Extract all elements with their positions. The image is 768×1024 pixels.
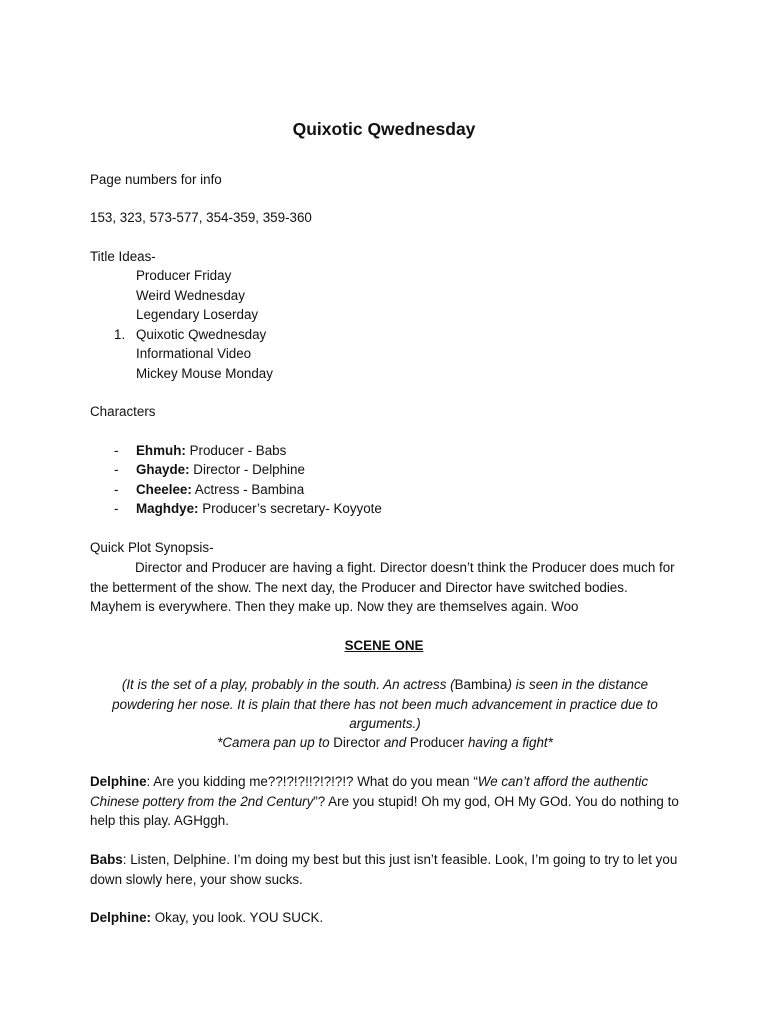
dialogue-text: Are you kidding me??!?!?!!?!?!?!? What do you mean “ [153,774,478,789]
camera-direction-part: having a fight* [464,735,553,750]
camera-direction-part: *Camera pan up to [217,735,334,750]
title-idea-item [136,267,231,285]
character-desc: Actress - Bambina [191,482,305,497]
title-idea-item [136,326,266,344]
scene-heading: SCENE ONE [344,638,424,653]
stage-direction-part: ) is seen in the distance powdering her nose. It is plain that there has not been much advancement in practice due to arguments.) [112,677,658,731]
dialogue-text: Listen, Delphine. I’m doing my best but this just isn’t feasible. Look, I’m going to try to let you down slowly here, your show sucks. [90,852,678,887]
document-title: Quixotic Qwednesday [292,119,476,139]
character-item [136,442,286,460]
bullet-dash: - [114,462,119,477]
dialogue-text: ”? Are you stupid! Oh my god, OH My GOd. You do nothing to help this play. AGHggh. [90,793,679,828]
title-idea-item [136,365,273,383]
title-idea-number: 1. [114,327,126,342]
character-name: Maghdye: [136,501,199,516]
character-item [136,461,305,479]
characters-label: Characters [90,404,156,419]
synopsis-label: Quick Plot Synopsis- [90,540,214,555]
title-ideas-label: Title Ideas- [90,249,156,264]
bullet-dash: - [114,443,119,458]
dialogue-line [90,850,680,889]
character-desc: Director - Delphine [189,462,305,477]
stage-direction-character: Bambina [454,677,508,692]
stage-direction [90,675,680,734]
title-idea-text: Informational Video [136,346,252,361]
character-item [136,500,382,518]
title-idea-text: Mickey Mouse Monday [136,366,273,381]
character-name: Cheelee: [136,482,192,497]
dialogue-speaker: Delphine: [90,910,152,925]
character-item [136,481,304,499]
dialogue-separator: : [146,774,154,789]
page-numbers-label: Page numbers for info [90,172,222,187]
camera-direction-character: Producer [409,735,465,750]
title-idea-text: Weird Wednesday [136,288,245,303]
title-idea-text: Legendary Loserday [136,307,259,322]
dialogue-italic: We can’t afford the authentic Chinese pottery from the 2nd Century [90,774,649,809]
dialogue-speaker: Babs [90,852,123,867]
camera-direction-character: Director [333,735,381,750]
title-idea-item [136,345,251,363]
synopsis-text: Director and Producer are having a fight. Director doesn’t think the Producer does much for the betterment of the show. The next day, the Producer and Director have switched bodies. Mayhem is everywhere. Then they make up. Now they are themselves again. Woo [90,560,675,614]
camera-direction [90,734,680,752]
dialogue-line [90,772,680,831]
dialogue-speaker: Delphine [90,774,147,789]
dialogue-separator: : [122,852,131,867]
title-idea-item [136,306,258,324]
camera-direction-part: and [380,735,410,750]
title-idea-text: Quixotic Qwednesday [136,327,267,342]
character-desc: Producer - Babs [185,443,287,458]
bullet-dash: - [114,482,119,497]
dialogue-line [90,908,680,928]
page-numbers-values: 153, 323, 573-577, 354-359, 359-360 [90,210,312,225]
stage-direction-part: (It is the set of a play, probably in the south. An actress ( [121,677,455,692]
character-desc: Producer’s secretary- Koyyote [198,501,382,516]
dialogue-text: Okay, you look. YOU SUCK. [154,910,324,925]
character-name: Ehmuh: [136,443,186,458]
bullet-dash: - [114,501,119,516]
title-idea-text: Producer Friday [136,268,232,283]
title-idea-item [136,287,245,305]
character-name: Ghayde: [136,462,190,477]
